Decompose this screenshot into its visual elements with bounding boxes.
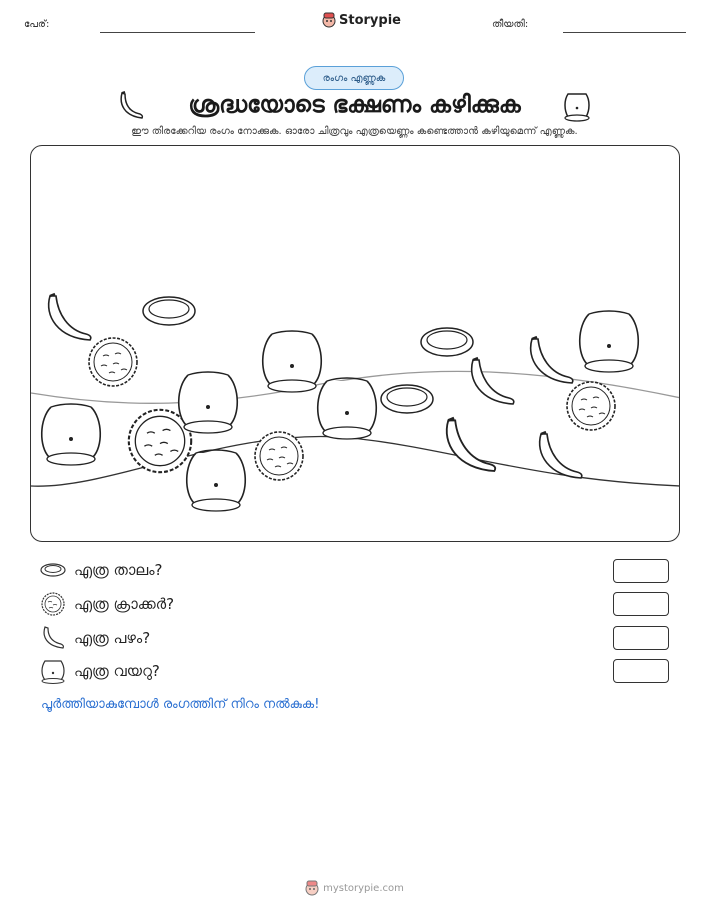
scene-drawing	[31, 146, 680, 542]
answer-bellies-box[interactable]	[613, 659, 669, 683]
brand-logo	[322, 12, 401, 28]
finish-instruction: പൂർത്തിയാകുമ്പോൾ രംഗത്തിന് നിറം നൽകുക!	[41, 697, 320, 712]
plate-icon	[40, 562, 66, 578]
question-bellies	[40, 659, 160, 683]
instructions: ഈ തിരക്കേറിയ രംഗം നോക്കുക. ഓരോ ചിത്രവും എത്രയെണ്ണം കണ്ടെത്താൻ കഴിയുമെന്ന് എണ്ണുക.	[131, 126, 578, 137]
answer-bananas-box[interactable]	[613, 626, 669, 650]
footer	[0, 880, 709, 896]
storypie-mascot-icon	[305, 880, 319, 896]
activity-tag: രംഗം എണ്ണുക	[304, 66, 404, 90]
brand-name: Storypie	[339, 12, 401, 28]
question-crackers	[40, 592, 174, 616]
footer-url[interactable]: mystorypie.com	[323, 882, 404, 894]
question-bananas	[40, 626, 150, 650]
date-label: തീയതി:	[492, 19, 529, 30]
question-bananas-text: എത്ര പഴം?	[74, 629, 151, 647]
banana-icon	[40, 625, 66, 651]
belly-icon	[40, 658, 66, 684]
page-title: ശ്രദ്ധയോടെ ഭക്ഷണം കഴിക്കുക	[188, 92, 521, 118]
question-crackers-text: എത്ര ക്രാക്കർ?	[74, 595, 175, 613]
counting-scene	[30, 145, 680, 542]
question-bellies-text: എത്ര വയറു?	[74, 662, 160, 680]
question-plates-text: എത്ര താലം?	[74, 561, 163, 579]
storypie-mascot-icon	[322, 12, 336, 28]
answer-plates-box[interactable]	[613, 559, 669, 583]
cracker-icon	[40, 592, 66, 616]
question-plates	[40, 558, 162, 582]
name-field[interactable]	[100, 32, 255, 33]
date-field[interactable]	[563, 32, 686, 33]
answer-crackers-box[interactable]	[613, 592, 669, 616]
belly-icon	[563, 90, 591, 122]
name-label: പേര്:	[24, 19, 50, 30]
